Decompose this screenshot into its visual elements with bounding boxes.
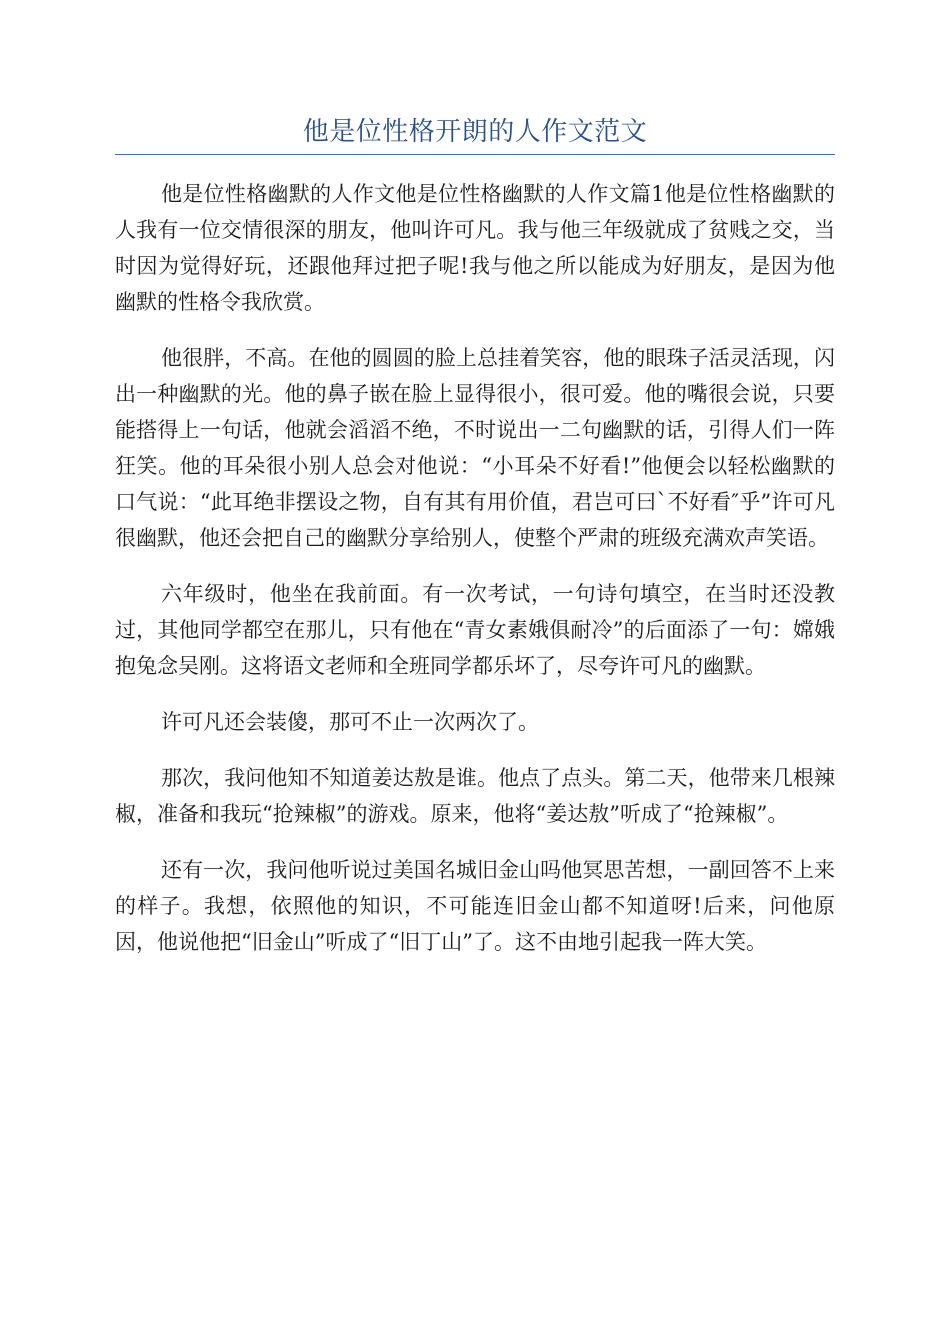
- paragraph-6: 还有一次，我问他听说过美国名城旧金山吗他冥思苦想，一副回答不上来的样子。我想，依照他的知识，不可能连旧金山都不知道呀!后来，问他原因，他说他把“旧金山”听成了“旧丁山”了。这不由地引起我一阵大笑。: [115, 858, 835, 954]
- paragraph-1: 他是位性格幽默的人作文他是位性格幽默的人作文篇1他是位性格幽默的人我有一位交情很深的朋友，他叫许可凡。我与他三年级就成了贫贱之交，当时因为觉得好玩，还跟他拜过把子呢!我与他之所以能成为好朋友，是因为他幽默的性格令我欣赏。: [115, 182, 835, 314]
- title-underline: [115, 154, 835, 155]
- document-body: [115, 176, 835, 980]
- paragraph-5: 那次，我问他知不知道姜达敖是谁。他点了点头。第二天，他带来几根辣椒，准备和我玩“抢辣椒”的游戏。原来，他将“姜达敖”听成了“抢辣椒”。: [115, 766, 835, 826]
- paragraph-4: 许可凡还会装傻，那可不止一次两次了。: [161, 710, 539, 734]
- document-title: 他是位性格开朗的人作文范文: [302, 117, 648, 147]
- paragraph-3: 六年级时，他坐在我前面。有一次考试，一句诗句填空，在当时还没教过，其他同学都空在那儿，只有他在“青女素娥俱耐冷”的后面添了一句：嫦娥抱兔念吴刚。这将语文老师和全班同学都乐坏了，尽夸许可凡的幽默。: [115, 582, 835, 678]
- paragraph-2: 他很胖，不高。在他的圆圆的脸上总挂着笑容，他的眼珠子活灵活现，闪出一种幽默的光。他的鼻子嵌在脸上显得很小，很可爱。他的嘴很会说，只要能搭得上一句话，他就会滔滔不绝，不时说出一二句幽默的话，引得人们一阵狂笑。他的耳朵很小别人总会对他说：“小耳朵不好看!”他便会以轻松幽默的口气说：“此耳绝非摆设之物，自有其有用价值，君岂可曰`不好看″乎”许可凡很幽默，他还会把自己的幽默分享给别人，使整个严肃的班级充满欢声笑语。: [115, 346, 835, 550]
